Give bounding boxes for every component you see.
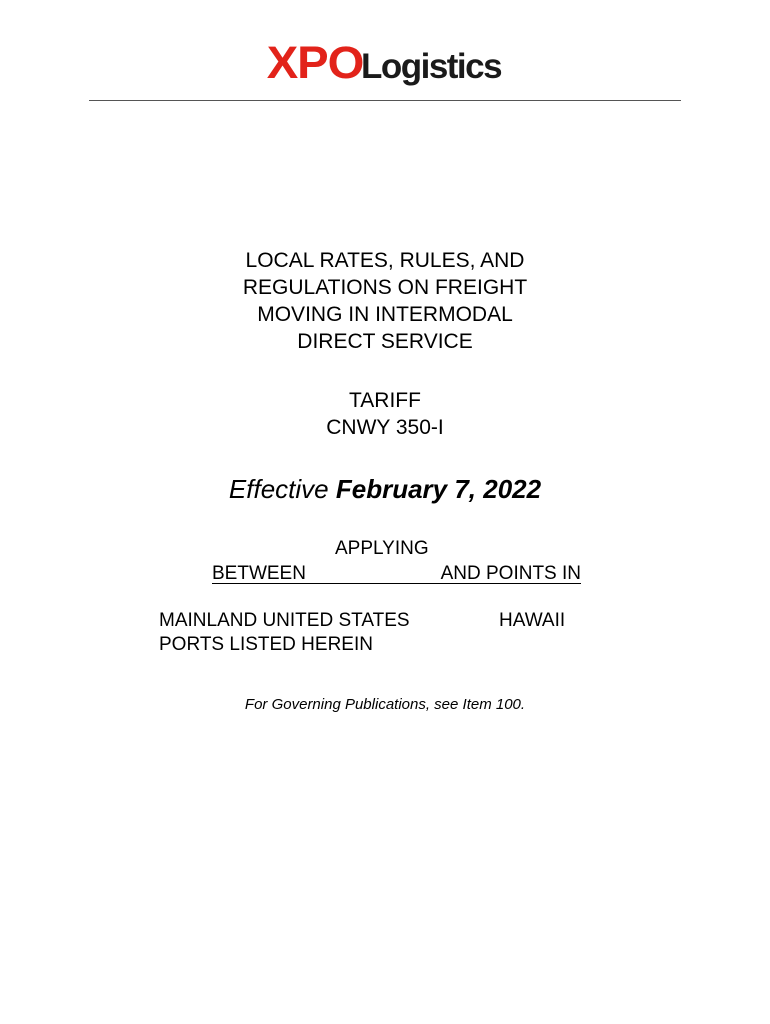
logo-logistics-text: Logistics — [360, 47, 502, 86]
title-line: LOCAL RATES, RULES, AND — [245, 249, 525, 272]
destination-point: HAWAII — [499, 610, 566, 631]
tariff-label: TARIFF — [349, 389, 421, 412]
between-label: BETWEEN — [212, 563, 306, 584]
title-line: DIRECT SERVICE — [297, 330, 473, 353]
origin-points — [159, 609, 410, 657]
title-line: REGULATIONS ON FREIGHT — [242, 276, 528, 299]
origin-line: PORTS LISTED HEREIN — [159, 634, 373, 655]
document-title — [0, 247, 770, 355]
tariff-block — [0, 387, 770, 441]
applying-label: APPLYING — [335, 538, 429, 559]
governing-publications-note: For Governing Publications, see Item 100. — [244, 696, 526, 713]
origin-line: MAINLAND UNITED STATES — [159, 610, 410, 631]
effective-date: February 7, 2022 — [335, 474, 542, 504]
effective-date-line — [0, 473, 770, 505]
header-divider — [89, 100, 681, 101]
and-points-in-label: AND POINTS IN — [440, 563, 581, 584]
company-logo — [0, 37, 770, 88]
tariff-number: CNWY 350-I — [326, 416, 444, 439]
between-header — [212, 562, 581, 584]
logo-xpo-text: XPO — [266, 37, 364, 88]
effective-prefix: Effective — [228, 474, 329, 504]
title-line: MOVING IN INTERMODAL — [257, 303, 513, 326]
